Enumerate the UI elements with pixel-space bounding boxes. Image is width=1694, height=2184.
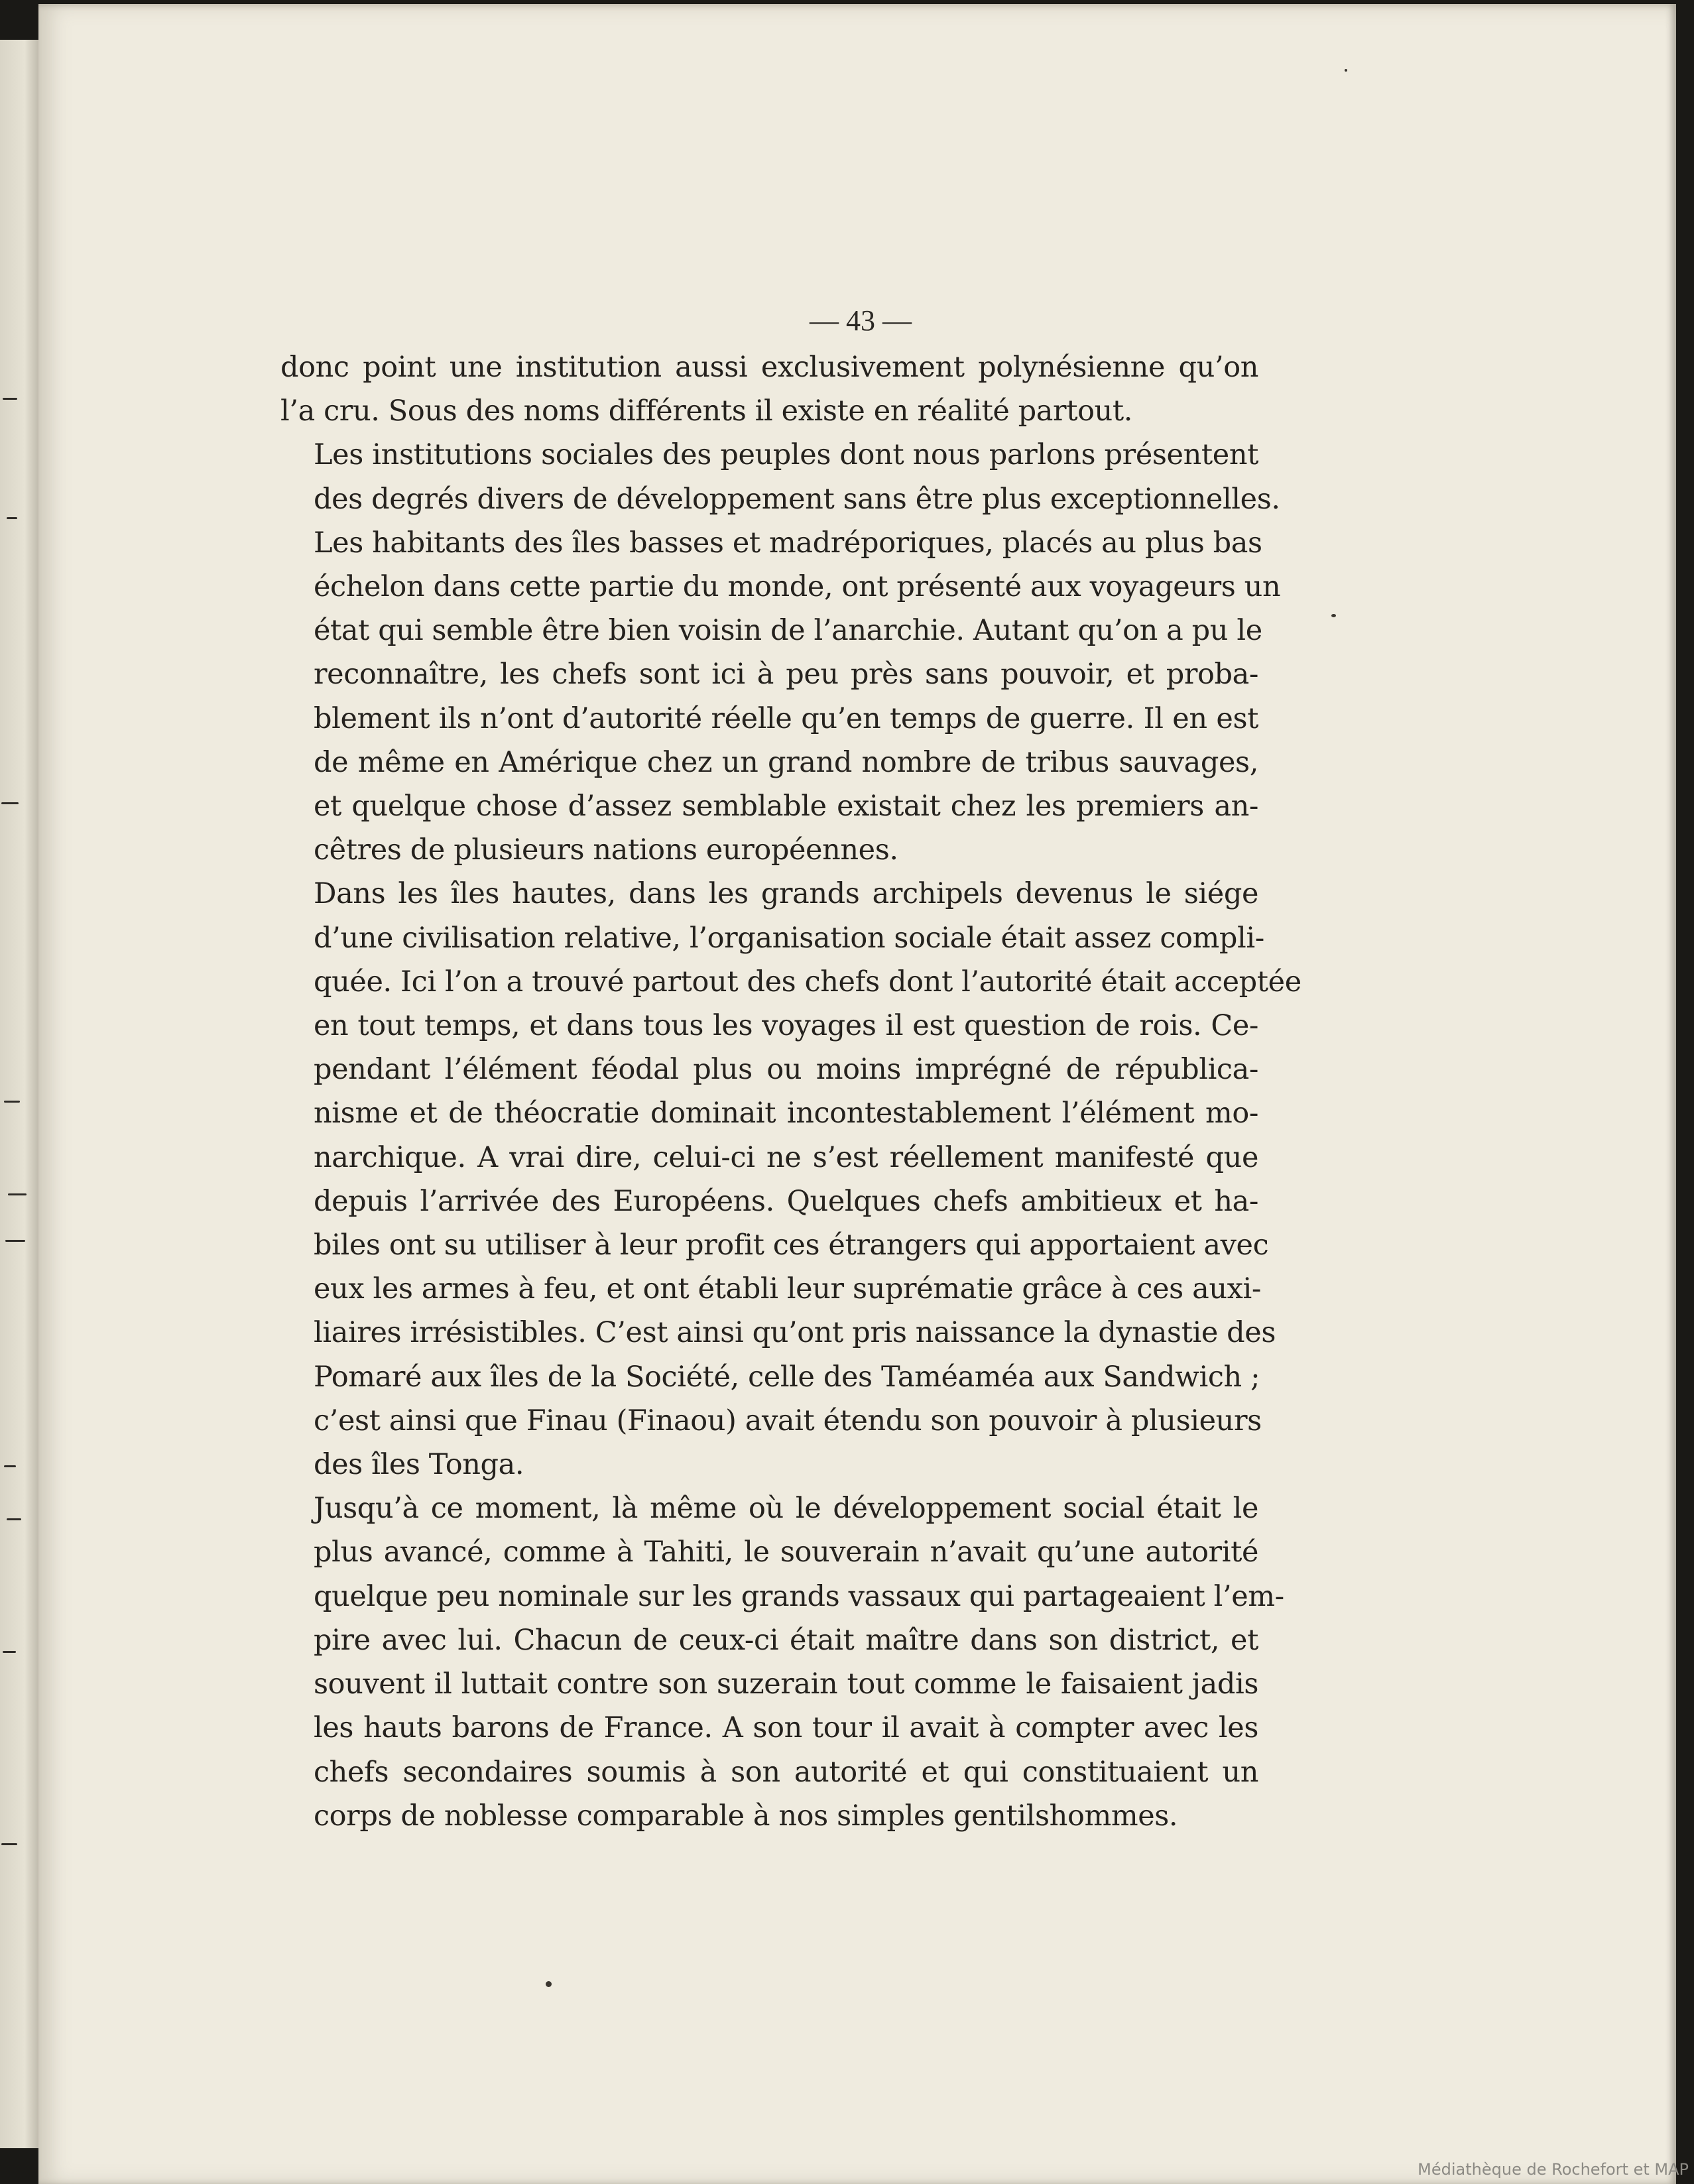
- margin-mark: [4, 1101, 20, 1103]
- body-text: [280, 345, 1301, 1838]
- text-line: narchique. A vrai dire, celui-ci ne s’est réellement manifesté que: [314, 1140, 1258, 1174]
- paragraph: [280, 872, 1301, 1486]
- ink-speck: [1345, 69, 1347, 72]
- text-line: échelon dans cette partie du monde, ont présenté aux voyageurs un: [314, 570, 1281, 604]
- text-line: reconnaître, les chefs sont ici à peu près sans pouvoir, et proba-: [314, 658, 1258, 692]
- ink-speck: [546, 1981, 552, 1987]
- text-line: des îles Tonga.: [314, 1448, 524, 1482]
- ink-speck: [1331, 614, 1336, 617]
- text-line: Les habitants des îles basses et madréporiques, placés au plus bas: [314, 526, 1262, 560]
- facing-page-edge: [0, 40, 41, 2148]
- text-line: Les institutions sociales des peuples dont nous parlons présentent: [314, 438, 1258, 472]
- text-line: quée. Ici l’on a trouvé partout des chefs dont l’autorité était acceptée: [314, 965, 1301, 999]
- text-line: eux les armes à feu, et ont établi leur suprématie grâce à ces auxi-: [314, 1272, 1261, 1306]
- margin-mark: [8, 1193, 27, 1195]
- text-line: Dans les îles hautes, dans les grands archipels devenus le siége: [314, 877, 1258, 911]
- margin-mark: [4, 1465, 16, 1467]
- text-line: des degrés divers de développement sans être plus exceptionnelles.: [314, 482, 1280, 516]
- paragraph: [280, 1486, 1284, 1838]
- text-line: en tout temps, et dans tous les voyages il est question de rois. Ce-: [314, 1009, 1258, 1043]
- text-line: de même en Amérique chez un grand nombre de tribus sauvages,: [314, 745, 1258, 779]
- page-number: — 43 —: [810, 304, 912, 337]
- book-page: [38, 4, 1676, 2184]
- text-line: et quelque chose d’assez semblable existait chez les premiers an-: [314, 790, 1258, 823]
- text-line: souvent il luttait contre son suzerain tout comme le faisaient jadis: [314, 1668, 1258, 1701]
- text-line: c’est ainsi que Finau (Finaou) avait étendu son pouvoir à plusieurs: [314, 1404, 1262, 1437]
- text-line: plus avancé, comme à Tahiti, le souverain n’avait qu’une autorité: [314, 1536, 1258, 1569]
- paragraph: [280, 345, 1258, 433]
- text-line: Jusqu’à ce moment, là même où le développement social était le: [314, 1492, 1258, 1526]
- margin-mark: [1, 1843, 17, 1845]
- text-line: corps de noblesse comparable à nos simples gentilshommes.: [314, 1799, 1178, 1833]
- text-line: l’a cru. Sous des noms différents il existe en réalité partout.: [280, 394, 1132, 428]
- text-line: blement ils n’ont d’autorité réelle qu’en temps de guerre. Il en est: [314, 701, 1258, 735]
- text-line: quelque peu nominale sur les grands vassaux qui partageaient l’em-: [314, 1579, 1284, 1613]
- text-line: nisme et de théocratie dominait incontestablement l’élément mo-: [314, 1097, 1258, 1130]
- text-line: les hauts barons de France. A son tour il avait à compter avec les: [314, 1711, 1258, 1745]
- text-line: biles ont su utiliser à leur profit ces étrangers qui apportaient avec: [314, 1229, 1269, 1262]
- paragraph: [280, 521, 1281, 873]
- text-line: d’une civilisation relative, l’organisation sociale était assez compli-: [314, 921, 1264, 955]
- text-line: donc point une institution aussi exclusivement polynésienne qu’on: [280, 351, 1258, 384]
- text-line: Pomaré aux îles de la Société, celle des Taméaméa aux Sandwich ;: [314, 1360, 1260, 1394]
- text-line: chefs secondaires soumis à son autorité et qui constituaient un: [314, 1755, 1258, 1789]
- text-line: état qui semble être bien voisin de l’anarchie. Autant qu’on a pu le: [314, 614, 1262, 648]
- margin-mark: [7, 1518, 21, 1520]
- margin-mark: [3, 1651, 16, 1653]
- paragraph: [280, 433, 1280, 520]
- margin-mark: [5, 1240, 25, 1242]
- text-line: cêtres de plusieurs nations européennes.: [314, 833, 898, 867]
- margin-mark: [1, 802, 19, 804]
- text-line: liaires irrésistibles. C’est ainsi qu’ont pris naissance la dynastie des: [314, 1316, 1276, 1350]
- text-line: pire avec lui. Chacun de ceux-ci était maître dans son district, et: [314, 1623, 1258, 1657]
- margin-mark: [7, 517, 17, 519]
- margin-mark: [3, 398, 17, 400]
- watermark: Médiathèque de Rochefort et MAP: [1418, 2160, 1689, 2179]
- text-line: pendant l’élément féodal plus ou moins imprégné de républica-: [314, 1053, 1258, 1087]
- text-line: depuis l’arrivée des Européens. Quelques chefs ambitieux et ha-: [314, 1184, 1258, 1218]
